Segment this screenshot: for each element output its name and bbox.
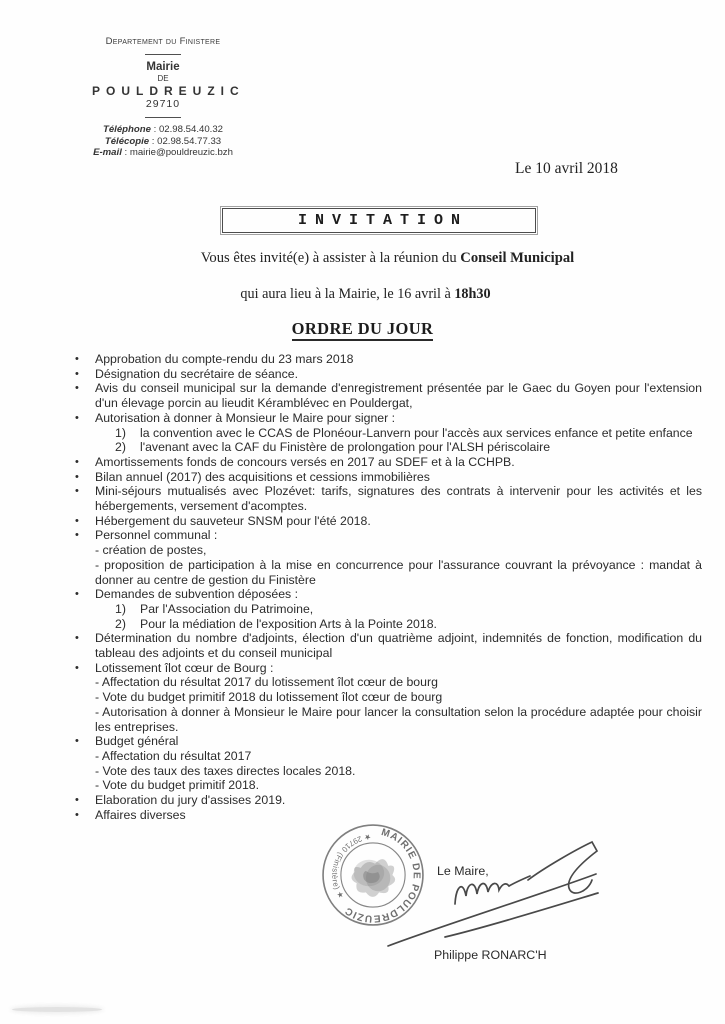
- bullet-icon: •: [75, 514, 79, 527]
- email-label: E-mail: [93, 147, 122, 158]
- agenda-item: [75, 352, 702, 367]
- stamp-top-text: MAIRIE DE POULDREUZIC: [342, 827, 422, 924]
- agenda-item: [75, 631, 702, 660]
- subitem-text: l'avenant avec la CAF du Finistère de prolongation pour l'ALSH périscolaire: [140, 440, 551, 455]
- bullet-icon: •: [75, 353, 79, 365]
- agenda-item-text: Affaires diverses: [95, 807, 186, 822]
- agenda-subitem: - Vote du budget primitif 2018 du lotissement îlot cœur de bourg: [95, 690, 443, 705]
- agenda-item-text: Autorisation à donner à Monsieur le Maire pour signer :: [95, 410, 396, 425]
- agenda-subitem: - Affectation du résultat 2017 du lotissement îlot cœur de bourg: [95, 675, 438, 690]
- bullet-icon: •: [75, 735, 79, 748]
- fax-label: Télécopie: [104, 135, 150, 147]
- contact-block: [86, 124, 240, 159]
- agenda-subitem: - création de postes,: [95, 543, 207, 558]
- intro-line-2: [3, 286, 725, 303]
- agenda-subitem: [115, 617, 702, 632]
- bullet-icon: •: [75, 485, 79, 498]
- agenda-item-text: Amortissements fonds de concours versés en 2017 au SDEF et à la CCHPB.: [95, 454, 515, 469]
- bullet-icon: •: [75, 529, 79, 542]
- intro-line-1-text: Vous êtes invité(e) à assister à la réunion du: [200, 250, 461, 266]
- agenda-item-text: Personnel communal :: [95, 528, 218, 543]
- bullet-icon: •: [75, 661, 79, 674]
- agenda-item-text: Avis du conseil municipal sur la demande d'enregistrement présentée par le Gaec du Goyen pour l'extension d'un élevage porcin au lieudit Kéramblévec en Pouldergat,: [95, 381, 702, 411]
- agenda-item: [75, 793, 702, 808]
- subitem-text: la convention avec le CCAS de Plonéour-Lanvern pour l'accès aux services enfance et petite enfance: [140, 425, 693, 440]
- agenda-subitem: - proposition de participation à la mise en concurrence pour l'assurance couvrant la prévoyance : mandat à donner au centre de gestion du Finistère: [95, 557, 702, 587]
- agenda-item: [75, 381, 702, 410]
- invitation-box: [220, 206, 538, 235]
- bullet-icon: •: [75, 367, 79, 380]
- bullet-icon: •: [75, 632, 79, 645]
- agenda-item: [75, 514, 702, 529]
- department-name: Departement du Finistere: [105, 36, 221, 47]
- separator: :: [149, 135, 158, 147]
- agenda-item: [75, 808, 702, 823]
- postal-code: 29710: [145, 98, 181, 110]
- agenda-item-text: Hébergement du sauveteur SNSM pour l'été 2018.: [95, 513, 371, 528]
- subitem-marker: 2): [115, 616, 126, 631]
- intro-line-2-bold: 18h30: [454, 286, 491, 302]
- intro-line-1-bold: Conseil Municipal: [460, 250, 575, 266]
- agenda-item: [75, 484, 702, 513]
- letterhead: [86, 36, 245, 159]
- agenda-item-text: Demandes de subvention déposées :: [95, 587, 299, 602]
- agenda-item: [75, 661, 702, 735]
- email-line: [86, 147, 240, 159]
- closing-role: Le Maire,: [437, 864, 489, 878]
- agenda-item-text: Désignation du secrétaire de séance.: [95, 366, 299, 381]
- agenda-title-wrap: [0, 319, 725, 341]
- agenda-subitem: - Vote des taux des taxes directes locales 2018.: [95, 763, 356, 778]
- agenda-item: [75, 734, 702, 793]
- agenda-item: [75, 528, 702, 587]
- agenda-item-text: Mini-séjours mutualisés avec Plozévet: tarifs, signatures des contrats à intervenir pour les activités et les hébergements, versement d'acomptes.: [95, 484, 702, 514]
- date-line: Le 10 avril 2018: [515, 160, 618, 177]
- agenda-list: [75, 352, 702, 823]
- agenda-item: [75, 367, 702, 382]
- agenda-item-text: Approbation du compte-rendu du 23 mars 2018: [95, 352, 354, 366]
- agenda-item: [75, 455, 702, 470]
- commune-name: POULDREUZIC: [92, 84, 245, 98]
- bullet-icon: •: [75, 455, 79, 468]
- phone-label: Téléphone: [102, 124, 151, 135]
- signature-handwriting-icon: [330, 836, 610, 958]
- agenda-item: [75, 587, 702, 631]
- bullet-icon: •: [75, 808, 79, 821]
- bullet-icon: •: [75, 588, 79, 601]
- phone-line: [86, 124, 240, 136]
- email-address: mairie@pouldreuzic.bzh: [129, 147, 233, 158]
- bullet-icon: •: [75, 794, 79, 807]
- agenda-item: [75, 411, 702, 455]
- agenda-subitem: - Autorisation à donner à Monsieur le Maire pour lancer la consultation selon la procédure adaptée pour choisir les entreprises.: [95, 704, 702, 734]
- agenda-subitem: [115, 602, 702, 617]
- de-label: DE: [157, 74, 169, 83]
- agenda-subitem: - Vote du budget primitif 2018.: [95, 778, 260, 793]
- separator: :: [150, 124, 159, 135]
- fax-number: 02.98.54.77.33: [157, 135, 222, 147]
- intro-line-1: [25, 250, 725, 267]
- agenda-item-text: Elaboration du jury d'assises 2019.: [95, 793, 286, 808]
- bullet-icon: •: [75, 470, 79, 483]
- subitem-marker: 1): [115, 601, 126, 616]
- scan-artifact: [12, 1007, 102, 1012]
- intro-line-2-text: qui aura lieu à la Mairie, le 16 avril à: [240, 286, 455, 302]
- agenda-item: [75, 470, 702, 485]
- agenda-title: ORDRE DU JOUR: [292, 319, 434, 341]
- agenda-subitem: - Affectation du résultat 2017: [95, 748, 252, 763]
- stamp-bottom-text: ★ 29710 (Finistère) ★: [330, 832, 372, 901]
- closing-name: Philippe RONARC'H: [434, 948, 547, 962]
- agenda-item-text: Détermination du nombre d'adjoints, élection d'un quatrième adjoint, indemnités de fonction, modification du tableau des adjoints et du conseil municipal: [95, 631, 702, 661]
- agenda-item-text: Bilan annuel (2017) des acquisitions et cessions immobilières: [95, 469, 430, 484]
- subitem-text: Par l'Association du Patrimoine,: [140, 601, 314, 616]
- mairie-label: Mairie: [146, 61, 180, 73]
- separator: :: [121, 147, 130, 158]
- agenda-subitem: [115, 426, 702, 441]
- bullet-icon: •: [75, 382, 79, 395]
- fax-line: [86, 136, 240, 148]
- divider: [145, 54, 181, 55]
- agenda-item-text: Lotissement îlot cœur de Bourg :: [95, 660, 274, 675]
- subitem-marker: 1): [115, 425, 126, 440]
- agenda-subitem: [115, 440, 702, 455]
- subitem-text: Pour la médiation de l'exposition Arts à la Pointe 2018.: [140, 616, 437, 631]
- subitem-marker: 2): [115, 440, 126, 455]
- agenda-item-text: Budget général: [95, 734, 179, 749]
- bullet-icon: •: [75, 411, 79, 424]
- phone-number: 02.98.54.40.32: [158, 124, 223, 135]
- divider: [145, 117, 181, 118]
- invitation-title: INVITATION: [297, 212, 468, 229]
